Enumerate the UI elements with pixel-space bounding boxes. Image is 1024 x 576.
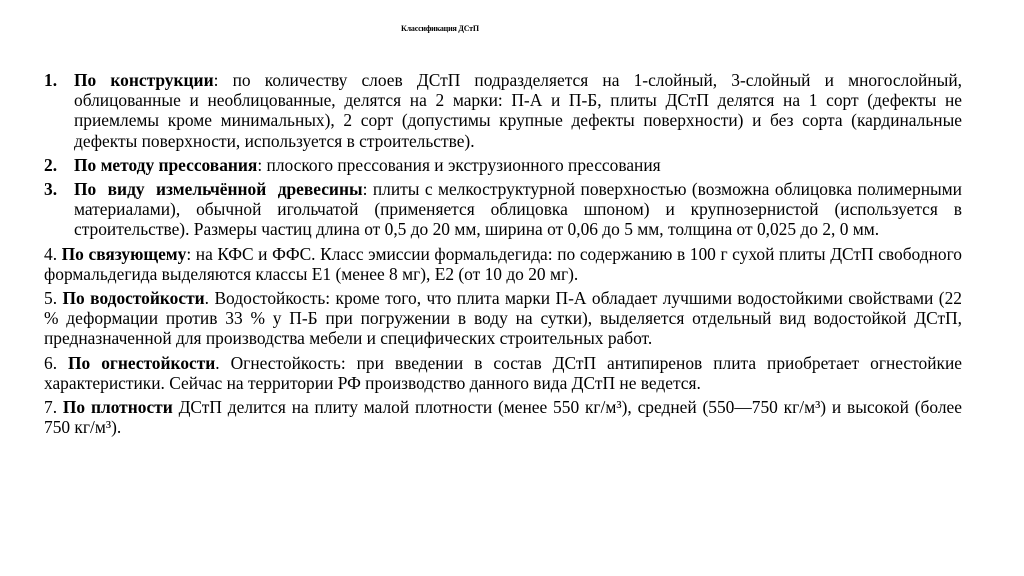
item-number: 1. — [44, 70, 58, 90]
item-heading: По плотности — [62, 397, 173, 418]
item-text: . Огнестойкость: при введении в состав ДСтП антипиренов плита приобретает огнестойкие характеристики. Сейчас на территории РФ производство данного вида ДСтП не ведется. — [44, 352, 962, 393]
item-heading: По водостойкости — [62, 288, 205, 309]
list-item-density — [44, 397, 962, 437]
item-text: . Водостойкость: кроме того, что плита марки П-А обладает лучшими водостойкими свойствами (22 % деформации против 33 % у П-Б при погружении в воду на сутки), выделяется отдельный вид водостойкой ДСтП, предназначенной для производства мебели и специфических строительных работ. — [44, 288, 962, 349]
item-number: 6. — [44, 352, 58, 373]
list-item-construction — [44, 70, 962, 151]
item-heading: По связующему — [61, 243, 187, 264]
list-item-fire-resistance — [44, 353, 962, 393]
list-item-pressing-method — [44, 155, 962, 175]
item-heading: По методу прессования — [74, 154, 258, 175]
item-number: 7. — [44, 397, 58, 418]
item-heading: По видy измельчённой древесины — [74, 179, 363, 200]
item-text: ДСтП делится на плиту малой плотности (менее 550 кг/м³), средней (550—750 кг/м³) и высокой (более 750 кг/м³). — [44, 397, 962, 438]
item-text: : плоского прессования и экструзионного прессования — [257, 154, 661, 175]
list-item-wood-type — [44, 179, 962, 240]
item-text: : плиты с мелкоструктурной поверхностью (возможна облицовка полимерными материалами), обычной игольчатой (применяется облицовка шпоном) и крупнозернистой (используется в строительстве). Размеры частиц длина от 0,5 до 20 мм, ширина от 0,06 до 5 мм, толщина от 0,025 до 2, 0 мм. — [74, 179, 962, 240]
list-item-water-resistance — [44, 288, 962, 349]
list-item-binder — [44, 244, 962, 284]
page-title: Классификация ДСтП — [401, 24, 479, 33]
item-text: : на КФС и ФФС. Класс эмиссии формальдегида: по содержанию в 100 г сухой плиты ДСтП свободного формальдегида выделяются классы Е1 (менее 8 мг), Е2 (от 10 до 20 мг). — [44, 243, 962, 284]
item-number: 2. — [44, 154, 58, 175]
item-heading: По огнестойкости — [68, 352, 216, 373]
item-text: : по количеству слоев ДСтП подразделяется на 1-слойный, 3-слойный и многослойный, облицованные и необлицованные, делятся на 2 марки: П-А и П-Б, плиты ДСтП делятся на 1 сорт (дефекты не приемлемы кроме минимальных), 2 сорт (допустимы крупные дефекты поверхности) и без сорта (кардинальные дефекты поверхности, используется в строительстве). — [74, 70, 962, 151]
item-number: 5. — [44, 288, 58, 309]
item-number: 4. — [44, 243, 58, 264]
item-number: 3. — [44, 179, 58, 200]
classification-list — [44, 70, 962, 441]
item-heading: По конструкции — [74, 70, 214, 90]
